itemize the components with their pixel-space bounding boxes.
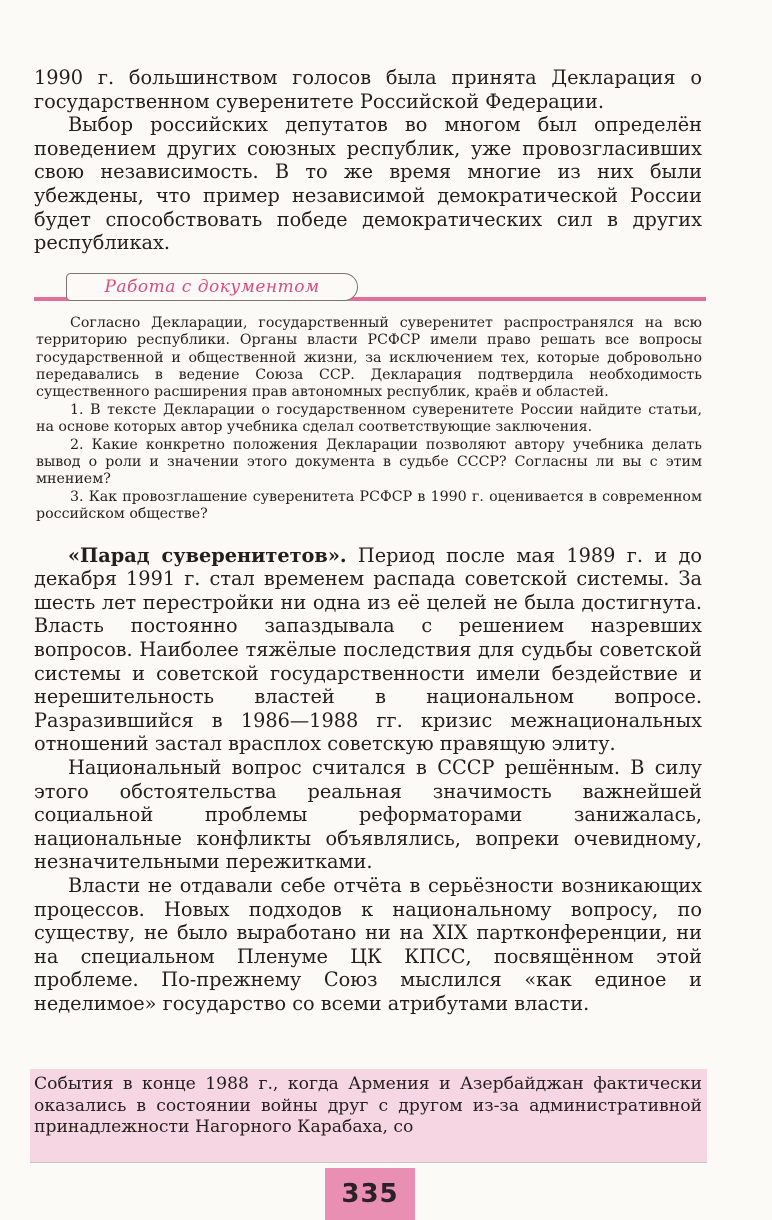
document-work-label [66, 273, 358, 301]
document-work-title: Работа с документом [104, 276, 320, 297]
paragraph-parade-of-sovereignties [34, 544, 702, 756]
document-work-header [34, 273, 702, 307]
document-intro: Согласно Декларации, государственный суверенитет распространялся на всю территорию республики. Органы власти РСФСР имели право решать все вопросы государственной и общественной жизни, за исключением тех, которые добровольно передавались в ведение Союза ССР. Декларация подтвердила необходимость существенного расширения прав автономных республик, краёв и областей. [36, 314, 702, 401]
page-number: 335 [341, 1179, 399, 1209]
document-question-1: 1. В тексте Декларации о государственном суверенитете России найдите статьи, на основе которых автор учебника сделал соответствующие заключения. [36, 401, 702, 436]
highlighted-paragraph: События в конце 1988 г., когда Армения и Азербайджан фактически оказались в состоянии войны друг с другом из-за административной принадлежности Нагорного Карабаха, со [34, 1074, 702, 1138]
document-question-3: 3. Как провозглашение суверенитета РСФСР в 1990 г. оценивается в современном российском обществе? [36, 488, 702, 523]
paragraph-authorities: Власти не отдавали себе отчёта в серьёзности возникающих процессов. Новых подходов к национальному вопросу, по существу, не было выработано ни на XIX партконференции, ни на специальном Пленуме ЦК КПСС, посвящённом этой проблеме. По-прежнему Союз мыслился «как единое и неделимое» государство со всеми атрибутами власти. [34, 873, 702, 1015]
paragraph-deputies-choice: Выбор российских депутатов во многом был определён поведением других союзных республик, уже провозгласивших свою независимость. В то же время многие из них были убеждены, что пример независимой демократической России будет способствовать победе демократических сил в других республиках. [34, 113, 702, 255]
paragraph-parade-body: Период после мая 1989 г. и до декабря 1991 г. стал временем распада советской системы. За шесть лет перестройки ни одна из её целей не была достигнута. Власть постоянно запаздывала с решением назревших вопросов. Наиболее тяжёлые последствия для судьбы советской системы и советской государственности имели бездействие и нерешительность властей в национальном вопросе. Разразившийся в 1986—1988 гг. кризис межнациональных отношений застал врасплох советскую правящую элиту. [34, 543, 702, 756]
page-number-box [325, 1168, 415, 1220]
main-text [34, 544, 702, 1016]
section-heading: «Парад суверенитетов». [68, 543, 347, 567]
paragraph-national-question: Национальный вопрос считался в СССР решённым. В силу этого обстоятельства реальная значимость важнейшей социальной проблемы реформаторами занижалась, национальные конфликты объявлялись, вопреки очевидному, незначительными пережитками. [34, 755, 702, 874]
document-question-2: 2. Какие конкретно положения Декларации позволяют автору учебника делать вывод о роли и значении этого документа в судьбе СССР? Согласны ли вы с этим мнением? [36, 436, 702, 488]
page-content [34, 66, 702, 1016]
document-block [34, 315, 702, 524]
footer-rule [30, 1162, 707, 1163]
paragraph-continuation: 1990 г. большинством голосов была принята Декларация о государственном суверенитете Российской Федерации. [34, 66, 702, 113]
